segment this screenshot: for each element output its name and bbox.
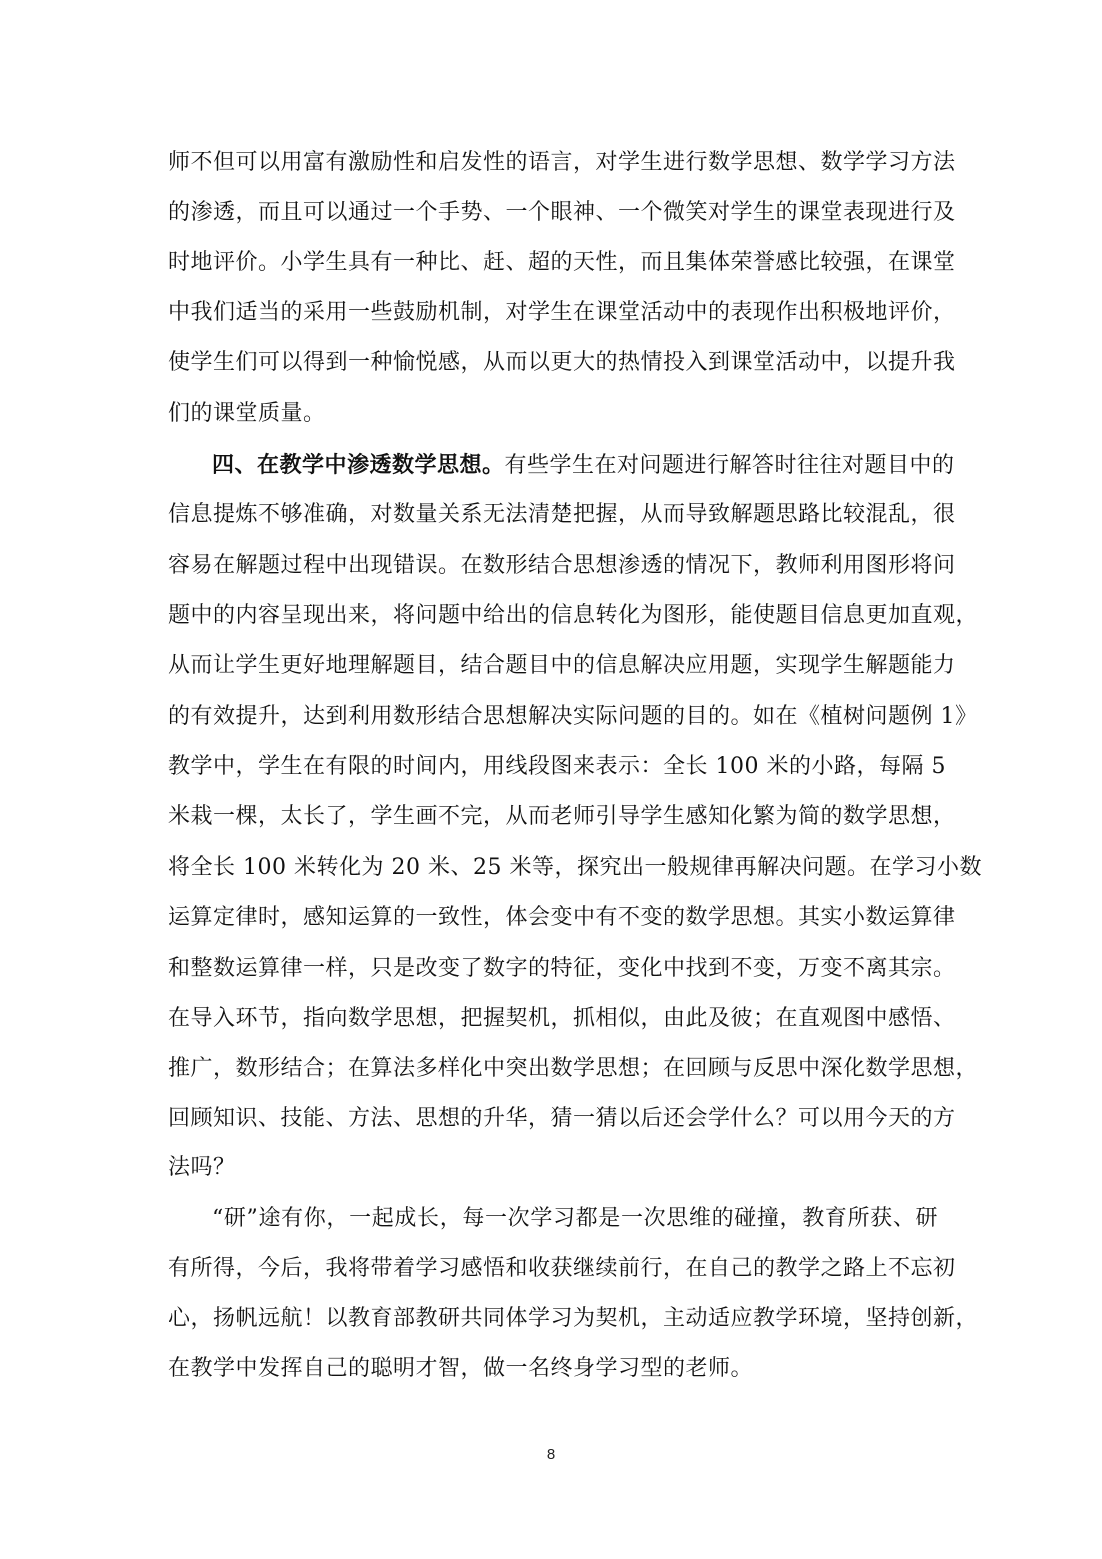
- paragraph-1-line-6: 们的课堂质量。: [168, 401, 326, 426]
- paragraph-1-line-2: 的渗透，而且可以通过一个手势、一个眼神、一个微笑对学生的课堂表现进行及: [168, 200, 956, 225]
- page-number: 8: [546, 1446, 556, 1463]
- paragraph-2-line-2: 信息提炼不够准确，对数量关系无法清楚把握，从而导致解题思路比较混乱，很: [168, 502, 956, 527]
- paragraph-3-line-2: 有所得，今后，我将带着学习感悟和收获继续前行，在自己的教学之路上不忘初: [168, 1256, 956, 1281]
- paragraph-2-line-13: 推广，数形结合；在算法多样化中突出数学思想；在回顾与反思中深化数学思想，: [168, 1056, 979, 1081]
- paragraph-3-line-3: 心，扬帆远航！以教育部教研共同体学习为契机，主动适应教学环境，坚持创新，: [168, 1306, 979, 1331]
- paragraph-1-line-1: 师不但可以用富有激励性和启发性的语言，对学生进行数学思想、数学学习方法: [168, 150, 956, 175]
- paragraph-2-line-15: 法吗？: [168, 1155, 236, 1180]
- paragraph-1-line-3: 时地评价。小学生具有一种比、赶、超的天性，而且集体荣誉感比较强，在课堂: [168, 250, 956, 275]
- paragraph-2-line-7: 教学中，学生在有限的时间内，用线段图来表示：全长 100 米的小路，每隔 5: [168, 754, 946, 779]
- paragraph-2-line-1: [212, 440, 955, 490]
- paragraph-1-line-5: 使学生们可以得到一种愉悦感，从而以更大的热情投入到课堂活动中，以提升我: [168, 350, 956, 375]
- paragraph-2-line-4: 题中的内容呈现出来，将问题中给出的信息转化为图形，能使题目信息更加直观，: [168, 603, 979, 628]
- paragraph-2-line-5: 从而让学生更好地理解题目，结合题目中的信息解决应用题，实现学生解题能力: [168, 653, 956, 678]
- paragraph-1-line-4: 中我们适当的采用一些鼓励机制，对学生在课堂活动中的表现作出积极地评价，: [168, 300, 956, 325]
- paragraph-2-line-11: 和整数运算律一样，只是改变了数字的特征，变化中找到不变，万变不离其宗。: [168, 956, 956, 981]
- paragraph-2-line-12: 在导入环节，指向数学思想，把握契机，抓相似，由此及彼；在直观图中感悟、: [168, 1006, 956, 1031]
- paragraph-3-line-1: “研”途有你，一起成长，每一次学习都是一次思维的碰撞，教育所获、研: [212, 1206, 938, 1231]
- paragraph-3-line-4: 在教学中发挥自己的聪明才智，做一名终身学习型的老师。: [168, 1356, 754, 1381]
- paragraph-2-line-6: 的有效提升，达到利用数形结合思想解决实际问题的目的。如在《植树问题例 1》: [168, 704, 978, 729]
- paragraph-2-line-9: 将全长 100 米转化为 20 米、25 米等，探究出一般规律再解决问题。在学习小数: [168, 855, 982, 880]
- paragraph-2-line-14: 回顾知识、技能、方法、思想的升华，猜一猜以后还会学什么？可以用今天的方: [168, 1106, 956, 1131]
- paragraph-2-line-8: 米栽一棵，太长了，学生画不完，从而老师引导学生感知化繁为简的数学思想，: [168, 804, 956, 829]
- paragraph-2-line-3: 容易在解题过程中出现错误。在数形结合思想渗透的情况下，教师利用图形将问: [168, 553, 956, 578]
- paragraph-2-line-10: 运算定律时，感知运算的一致性，体会变中有不变的数学思想。其实小数运算律: [168, 905, 956, 930]
- paragraph-2-line-1-text: 有些学生在对问题进行解答时往往对题目中的: [504, 453, 955, 478]
- section-heading: 四、在教学中渗透数学思想。: [212, 452, 505, 478]
